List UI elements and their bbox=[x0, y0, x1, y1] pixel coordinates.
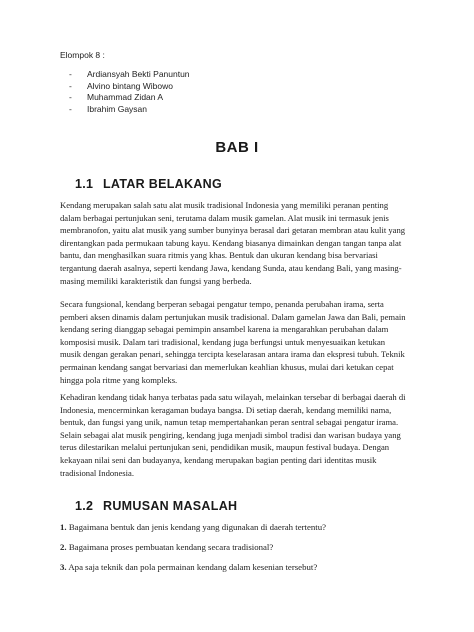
paragraph: Secara fungsional, kendang berperan sebagai pengatur tempo, penanda perubahan irama, serta pemberi aksen dinamis dalam pertunjukan musik tradisional. Dalam gamelan Jawa dan Bali, pemain kendang sering dianggap sebagai pemimpin ansambel karena ia mengarahkan perubahan dalam komposisi musik. Dalam tari tradisional, kendang juga berfungsi untuk menyesuaikan ketukan musik dengan gerakan penari, sehingga tercipta keselarasan antara irama dan ekspresi tubuh. Teknik permainan kendang sangat bervariasi dan memerlukan keahlian khusus, mulai dari ketukan cepat hingga pola ritme yang kompleks. bbox=[60, 299, 406, 385]
question-number: 1. bbox=[60, 522, 67, 532]
chapter-title: BAB I bbox=[215, 139, 259, 156]
member-list bbox=[69, 69, 190, 115]
paragraph: Kendang merupakan salah satu alat musik tradisional Indonesia yang memiliki peranan penting dalam berbagai pertunjukan seni, terutama dalam musik gamelan. Alat musik ini termasuk jenis membranofon, yaitu alat musik yang sumber bunyinya berasal dari getaran membran atau kulit yang direntangkan pada permukaan tabung kayu. Kendang biasanya dimainkan dengan tangan tanpa alat bantu, dan menghasilkan suara ritmis yang khas. Bentuk dan ukuran kendang bisa bervariasi tergantung daerah asalnya, seperti kendang Jawa, kendang Sunda, atau kendang Bali, yang masing-masing memiliki karakteristik dan fungsi yang berbeda. bbox=[60, 200, 406, 286]
member-name: Ibrahim Gaysan bbox=[87, 103, 147, 114]
bullet-dash: - bbox=[69, 103, 72, 114]
list-item bbox=[69, 81, 190, 93]
list-item bbox=[69, 104, 190, 116]
bullet-dash: - bbox=[69, 92, 72, 102]
paragraph: Kehadiran kendang tidak hanya terbatas pada satu wilayah, melainkan tersebar di berbagai daerah di Indonesia, mencerminkan keragaman budaya bangsa. Di setiap daerah, kendang memiliki nama, bentuk, dan fungsi yang unik, namun tetap mempertahankan peran sentral sebagai pengatur irama. Selain sebagai alat musik pengiring, kendang juga menjadi simbol tradisi dan warisan budaya yang terus dilestarikan melalui pertunjukan seni, pendidikan musik, maupun festival budaya. Dengan kekayaan nilai seni dan budayanya, kendang merupakan bagian penting dari identitas musik tradisional Indonesia. bbox=[60, 392, 406, 478]
question-item bbox=[60, 542, 420, 552]
section-title: LATAR BELAKANG bbox=[103, 177, 223, 191]
section-heading-rumusan-masalah bbox=[75, 499, 237, 513]
list-item bbox=[69, 69, 190, 81]
group-label: Elompok 8 : bbox=[60, 50, 105, 60]
question-text: Bagaimana proses pembuatan kendang secara tradisional? bbox=[68, 542, 274, 552]
list-item bbox=[69, 92, 190, 104]
bullet-dash: - bbox=[69, 69, 72, 79]
question-item bbox=[60, 562, 420, 572]
bullet-dash: - bbox=[69, 80, 72, 91]
question-number: 3. bbox=[60, 562, 67, 572]
member-name: Muhammad Zidan A bbox=[87, 92, 164, 102]
question-item bbox=[60, 522, 420, 532]
question-number: 2. bbox=[60, 542, 67, 552]
question-text: Apa saja teknik dan pola permainan kendang dalam kesenian tersebut? bbox=[68, 562, 318, 572]
section-number: 1.1 bbox=[75, 177, 94, 191]
section-number: 1.2 bbox=[75, 499, 94, 513]
member-name: Alvino bintang Wibowo bbox=[87, 80, 173, 91]
question-text: Bagaimana bentuk dan jenis kendang yang digunakan di daerah tertentu? bbox=[68, 522, 327, 532]
section-heading-latar-belakang bbox=[75, 177, 222, 191]
member-name: Ardiansyah Bekti Panuntun bbox=[87, 69, 190, 79]
section-title: RUMUSAN MASALAH bbox=[103, 499, 238, 513]
